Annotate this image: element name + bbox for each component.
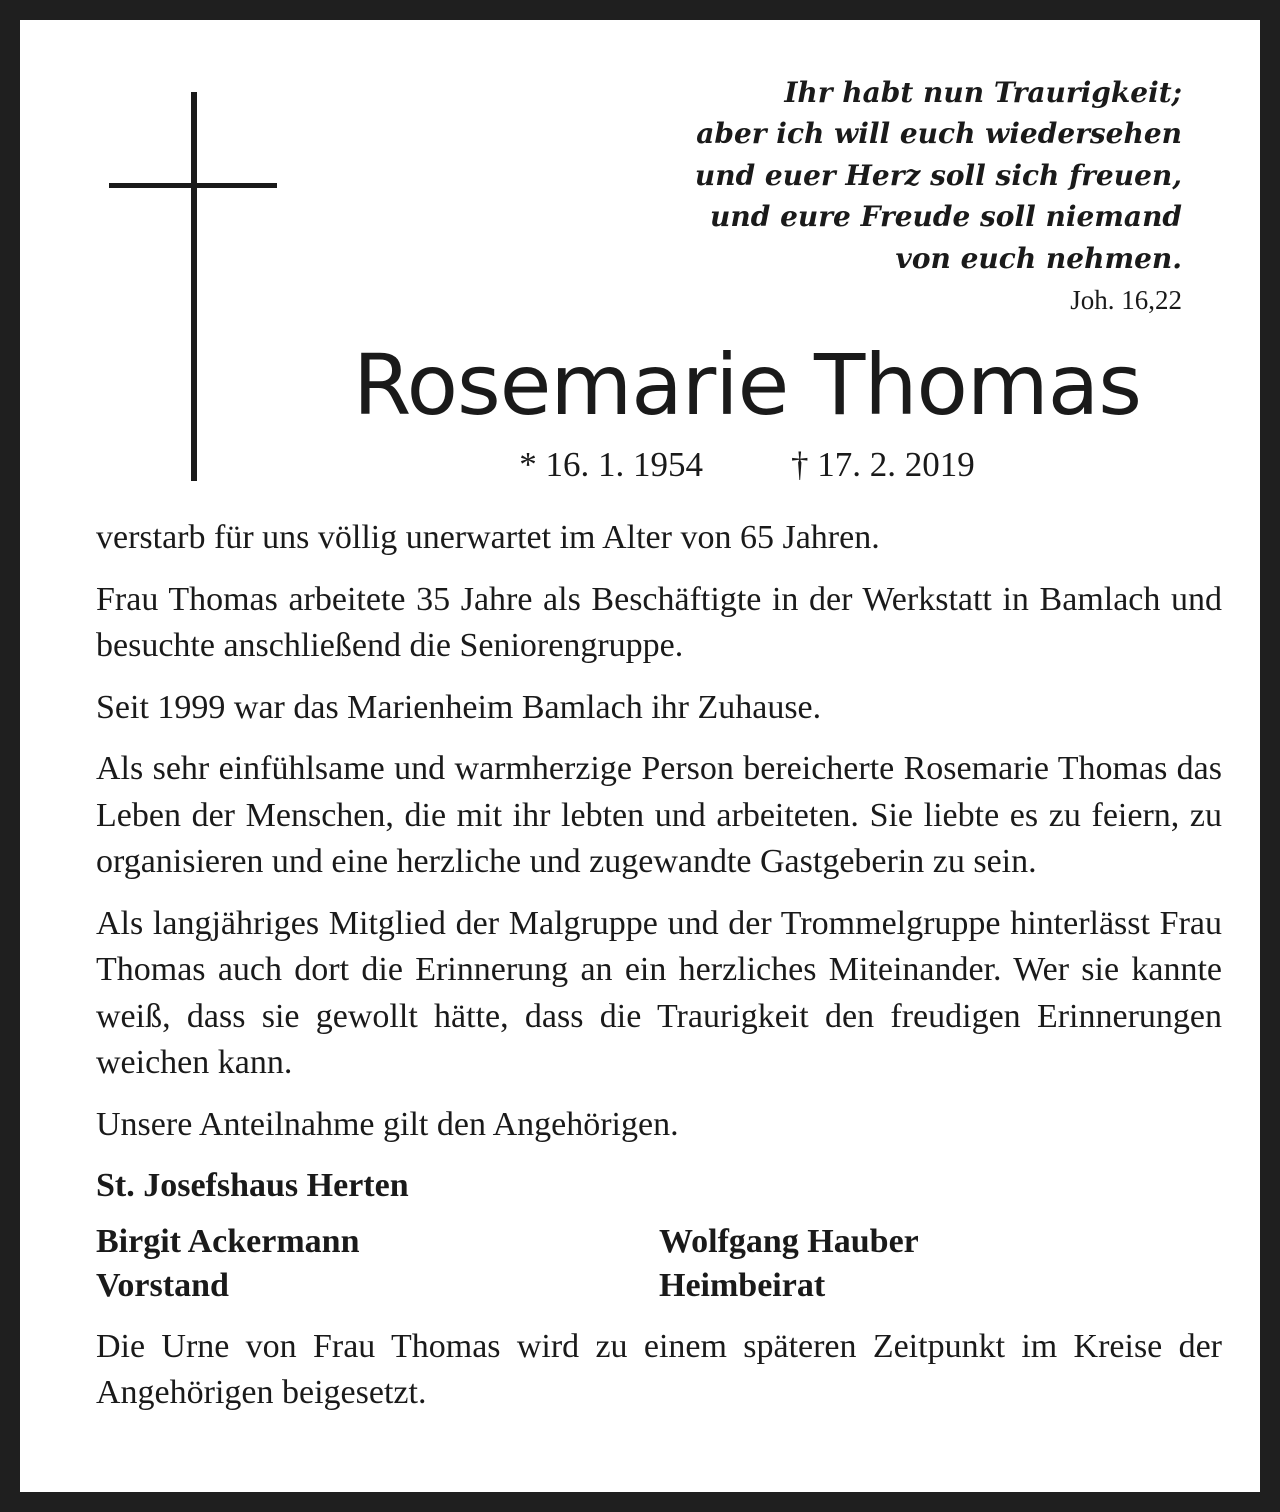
verse-line: Ihr habt nun Traurigkeit;	[784, 76, 1182, 109]
deceased-name: Rosemarie Thomas	[353, 336, 1141, 434]
organization-name: St. Josefshaus Herten	[96, 1167, 409, 1204]
signatory	[96, 1220, 659, 1308]
cross-icon-bar	[109, 183, 277, 188]
verse-line: von euch nehmen.	[895, 241, 1182, 275]
death-date: † 17. 2. 2019	[791, 445, 975, 484]
body-paragraph: Seit 1999 war das Marienheim Bamlach ihr Zuhause.	[96, 688, 822, 726]
body-paragraph: Unsere Anteilnahme gilt den Angehörigen.	[96, 1105, 679, 1143]
body-paragraph: verstarb für uns völlig unerwartet im Alter von 65 Jahren.	[96, 519, 880, 556]
signatures	[96, 1220, 1222, 1308]
body-paragraph: Als langjähriges Mitglied der Malgruppe und der Trommelgruppe hinterlässt Frau Thomas auch dort die Erinnerung an ein herzliches Miteinander. Wer sie kannte weiß, dass sie gewollt hätte, dass die Traurigkeit den freudigen Erinnerungen weichen kann.	[96, 904, 1222, 1081]
life-dates	[300, 442, 1194, 488]
obituary-body	[96, 515, 1222, 1432]
verse-reference: Joh. 16,22	[1070, 285, 1182, 315]
signatory-name: Wolfgang Hauber	[659, 1222, 919, 1260]
signatory	[659, 1220, 1222, 1308]
body-paragraph: Als sehr einfühlsame und warmherzige Person bereicherte Rosemarie Thomas das Leben der Menschen, die mit ihr lebten und arbeiteten. Sie liebte es zu feiern, zu organisieren und eine herzliche und zugewandte Gastgeberin zu sein.	[96, 750, 1222, 880]
verse-line: aber ich will euch wiedersehen	[696, 117, 1182, 151]
verse-line: und euer Herz soll sich freuen,	[694, 158, 1182, 192]
signatory-name: Birgit Ackermann	[96, 1222, 360, 1260]
signatory-role: Vorstand	[96, 1266, 229, 1304]
signatory-role: Heimbeirat	[659, 1266, 826, 1304]
bible-verse	[542, 72, 1182, 279]
closing-paragraph: Die Urne von Frau Thomas wird zu einem späteren Zeitpunkt im Kreise der Angehörigen beigesetzt.	[96, 1327, 1222, 1411]
cross-icon	[191, 92, 197, 481]
birth-date: * 16. 1. 1954	[519, 445, 703, 484]
body-paragraph: Frau Thomas arbeitete 35 Jahre als Beschäftigte in der Werkstatt in Bamlach und besuchte anschließend die Seniorengruppe.	[96, 580, 1222, 664]
verse-line: und eure Freude soll niemand	[710, 200, 1182, 234]
